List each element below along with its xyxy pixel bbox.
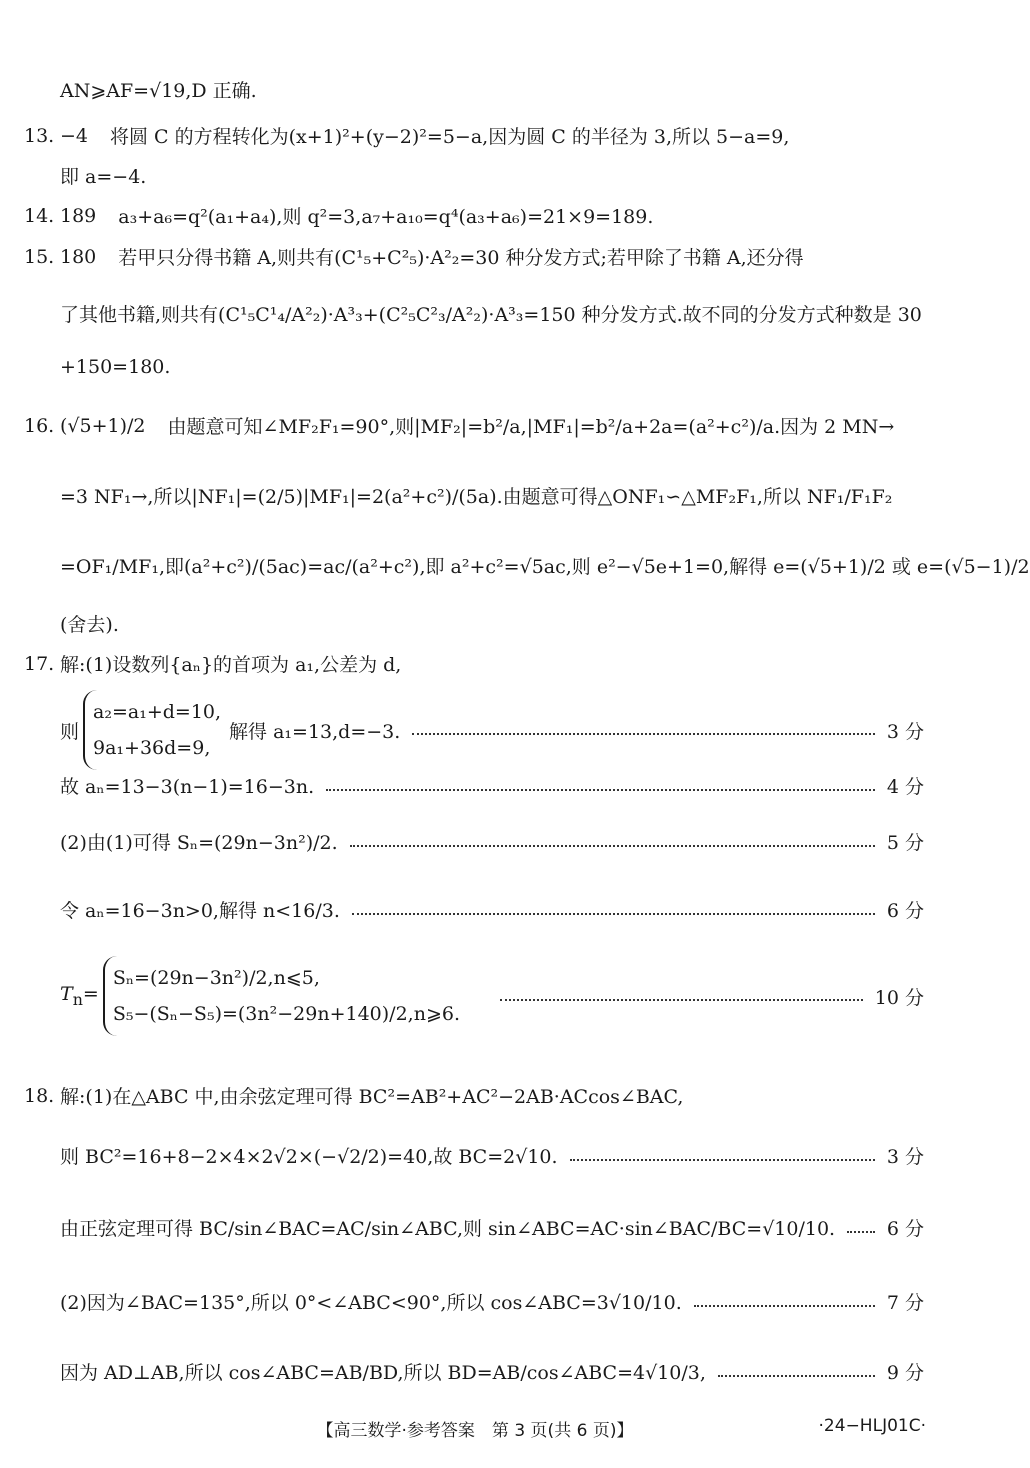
line-text: (2)因为∠BAC=135°,所以 0°<∠ABC<90°,所以 cos∠ABC=3√10/10. [60,1292,682,1314]
dot-leader [500,999,863,1001]
piece: Sₙ=(29n−3n²)/2,n⩽5, [112,967,320,989]
footer-page-info: 【高三数学·参考答案 第 3 页(共 6 页)】 [316,1421,634,1441]
q13-cont [60,162,924,189]
question-number: 14. [24,204,55,227]
dot-leader [847,1231,875,1233]
answer-line [60,76,924,103]
piecewise-system [103,956,460,1036]
equation-system [83,690,221,770]
line-text: 因为 AD⊥AB,所以 cos∠ABC=AB/BD,所以 BD=AB/cos∠ABC=4√10/3, [60,1362,706,1384]
dot-leader [570,1159,875,1161]
q16-line [24,412,924,439]
q15-line [24,243,924,270]
q17-system-line: 则 a₂=a₁+d=10, 9a₁+36d=9, 解得 a₁=13,d=−3. 3 分 [60,690,924,770]
line-text: 则 BC²=16+8−2×4×2√2×(−√2/2)=40,故 BC=2√10. [60,1146,558,1168]
q17-piecewise: $T_n=$ Sₙ=(29n−3n²)/2,n⩽5, S₅−(Sₙ−S₅)=(3n²−29n+140)/2,n⩾6. 10 分 [60,956,924,1036]
equation: a₂=a₁+d=10, [93,701,222,723]
q14-answer: 189 [60,204,97,227]
q18-line [24,1082,924,1109]
line-text: AN⩾AF=√19,D 正确. [60,80,257,102]
q17-step [60,828,924,855]
q17-line [24,650,924,677]
q18-text: 解:(1)在△ABC 中,由余弦定理可得 BC²=AB²+AC²−2AB·ACcos∠BAC, [60,1086,684,1108]
q17-text: 解:(1)设数列{aₙ}的首项为 a₁,公差为 d, [60,654,402,676]
line-text: =3 NF₁→,所以|NF₁|=(2/5)|MF₁|=2(a²+c²)/(5a).由题意可得△ONF₁∽△MF₂F₁,所以 NF₁/F₁F₂ [60,486,893,508]
line-text: (舍去). [60,614,119,636]
footer-code: ·24−HLJ01C· [818,1416,926,1436]
equation: 9a₁+36d=9, [93,737,211,760]
line-text: =OF₁/MF₁,即(a²+c²)/(5ac)=ac/(a²+c²),即 a²+c²=√5ac,则 e²−√5e+1=0,解得 e=(√5+1)/2 或 e=(√5−1)/2 [60,556,1030,578]
q14-line [24,202,924,229]
q13-answer: −4 [60,124,89,147]
score: 5 分 [886,832,924,854]
q18-step [60,1142,924,1169]
q16-text: 由题意可知∠MF₂F₁=90°,则|MF₂|=b²/a,|MF₁|=b²/a+2a=(a²+c²)/a.因为 2 MN→ [167,416,895,438]
line-text: 故 aₙ=13−3(n−1)=16−3n. [60,776,315,798]
question-number: 15. [24,245,55,268]
q18-step [60,1358,924,1385]
question-number: 16. [24,414,55,437]
score: 6 分 [886,900,924,922]
dot-leader [694,1305,875,1307]
question-number: 18. [24,1084,55,1107]
q18-step [60,1214,924,1241]
q17-step [60,772,924,799]
q16-cont [60,482,924,509]
q13-text: 将圆 C 的方程转化为(x+1)²+(y−2)²=5−a,因为圆 C 的半径为 3,所以 5−a=9, [110,126,790,148]
q17-step [60,896,924,923]
dot-leader [326,789,875,791]
piece: S₅−(Sₙ−S₅)=(3n²−29n+140)/2,n⩾6. [112,1003,460,1026]
line-text: 令 aₙ=16−3n>0,解得 n<16/3. [60,900,340,922]
q15-answer: 180 [60,245,97,268]
question-number: 13. [24,124,55,147]
line-text: 即 a=−4. [60,166,147,188]
dot-leader [412,733,875,735]
score: 3 分 [886,1146,924,1168]
q13-line [24,122,924,149]
score: 4 分 [886,776,924,798]
line-text: +150=180. [60,356,171,378]
q15-text: 若甲只分得书籍 A,则共有(C¹₅+C²₅)·A²₂=30 种分发方式;若甲除了书籍 A,还分得 [118,247,804,269]
q14-text: a₃+a₆=q²(a₁+a₄),则 q²=3,a₇+a₁₀=q⁴(a₃+a₆)=21×9=189. [118,206,654,228]
q15-cont [60,300,924,327]
score: 7 分 [886,1292,924,1314]
score: 6 分 [886,1218,924,1240]
line-text: 解得 a₁=13,d=−3. [229,720,401,743]
dot-leader [718,1375,875,1377]
dot-leader [352,913,875,915]
line-text: 由正弦定理可得 BC/sin∠BAC=AC/sin∠ABC,则 sin∠ABC=AC·sin∠BAC/BC=√10/10. [60,1218,836,1240]
q16-cont [60,610,924,637]
dot-leader [350,845,875,847]
score: 3 分 [886,720,924,743]
score: 10 分 [874,986,924,1009]
q16-answer: (√5+1)/2 [60,414,146,437]
question-number: 17. [24,652,55,675]
q18-step [60,1288,924,1315]
score: 9 分 [886,1362,924,1384]
q16-cont [60,552,1030,579]
q15-cont [60,356,924,378]
line-text: 了其他书籍,则共有(C¹₅C¹₄/A²₂)·A³₃+(C²₅C²₃/A²₂)·A³₃=150 种分发方式.故不同的分发方式种数是 30 [60,304,922,326]
line-text: (2)由(1)可得 Sₙ=(29n−3n²)/2. [60,832,338,854]
